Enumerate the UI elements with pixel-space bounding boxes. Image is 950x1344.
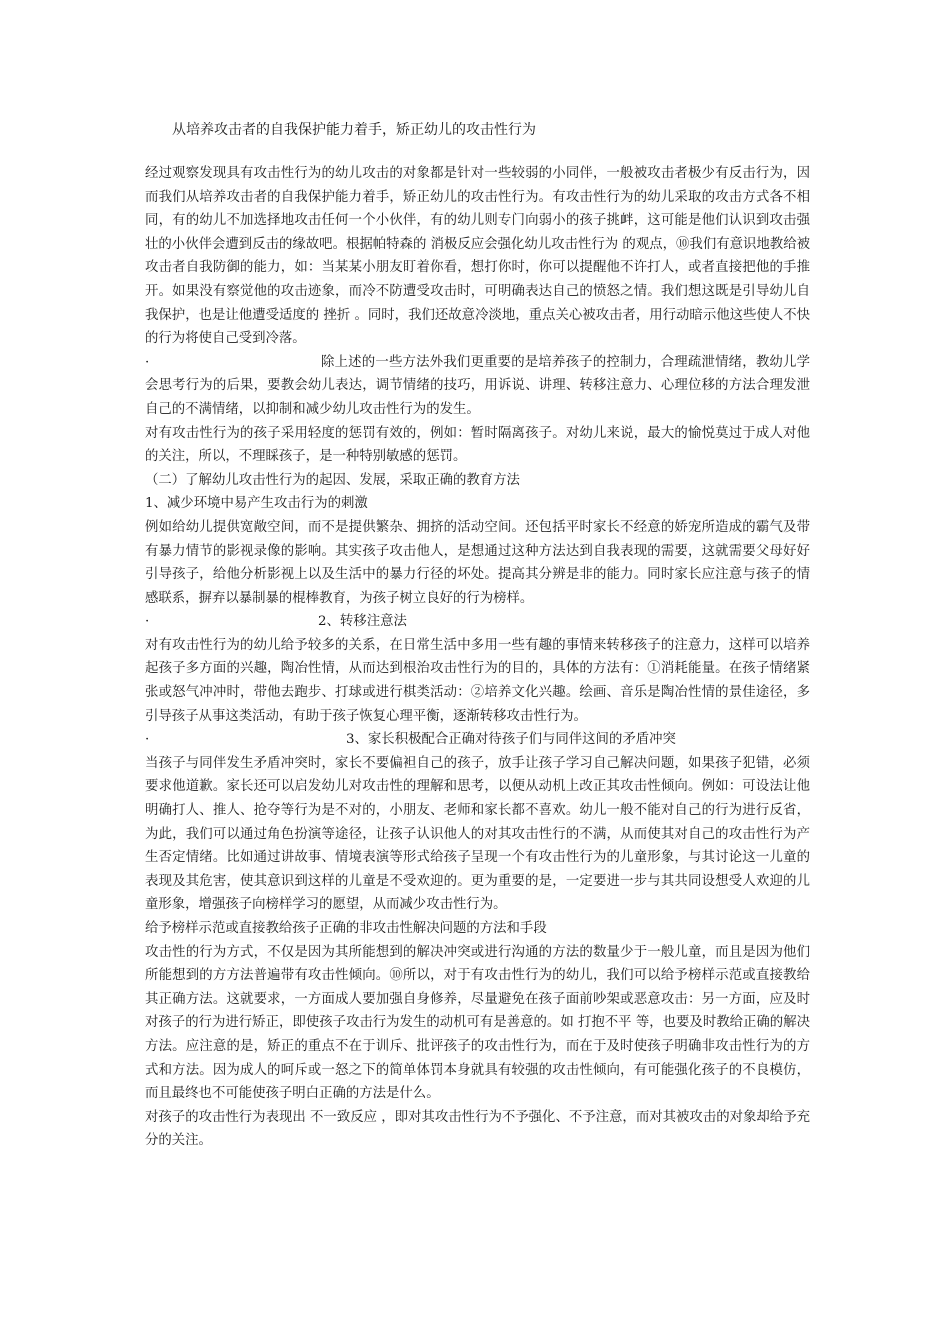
document-title: 从培养攻击者的自我保护能力着手，矫正幼儿的攻击性行为 xyxy=(172,122,536,138)
bullet-marker: · xyxy=(145,354,150,370)
paragraph-mild-punishment: 对有攻击性行为的孩子采用轻度的惩罚有效的，例如：暂时隔离孩子。对幼儿来说，最大的愉悦莫过于成人对他的关注，所以，不理睬孩子，是一种特别敏感的惩罚。 xyxy=(145,425,810,465)
paragraph-self-control xyxy=(145,351,810,422)
subheading-parent-cooperation-text: 3、家长积极配合正确对待孩子们与同伴这间的矛盾冲突 xyxy=(346,732,676,748)
section-heading-two: （二）了解幼儿攻击性行为的起因、发展，采取正确的教育方法 xyxy=(145,472,520,488)
subheading-role-model: 给予榜样示范或直接教给孩子正确的非攻击性解决问题的方法和手段 xyxy=(145,921,547,936)
subheading-attention-shift-text: 2、转移注意法 xyxy=(318,614,407,630)
paragraph-environment: 例如给幼儿提供宽敞空间，而不是提供繁杂、拥挤的活动空间。还包括平时家长不经意的娇宠所造成的霸气及带有暴力情节的影视录像的影响。其实孩子攻击他人，是想通过这种方法达到自我表现的需要，这就需要父母好好引导孩子，给他分析影视上以及生活中的暴力行径的坏处。提高其分辨是非的能力。同时家长应注意与孩子的情感联系，摒弃以暴制暴的棍棒教育，为孩子树立良好的行为榜样。 xyxy=(145,519,810,606)
document-body xyxy=(145,162,810,1153)
paragraph-attention-shift: 对有攻击性行为的幼儿给予较多的关系，在日常生活中多用一些有趣的事情来转移孩子的注意力，这样可以培养起孩子多方面的兴趣，陶冶性情，从而达到根治攻击性行为的目的，具体的方法有：①消耗能量。在孩子情绪紧张或怒气冲冲时，带他去跑步、打球或进行棋类活动：②培养文化兴趣。绘画、音乐是陶冶性情的景佳途径，多引导孩子从事这类活动，有助于孩子恢复心理平衡，逐渐转移攻击性行为。 xyxy=(145,637,810,724)
paragraph-role-model: 攻击性的行为方式，不仅是因为其所能想到的解决冲突或进行沟通的方法的数量少于一般儿童，而且是因为他们所能想到的方方法普遍带有攻击性倾向。⑩所以，对于有攻击性行为的幼儿，我们可以给予榜样示范或直接教给其正确方法。这就要求，一方面成人要加强自身修养，尽量避免在孩子面前吵架或恶意攻击：另一方面，应及时对孩子的行为进行矫正，即使孩子攻击行为发生的动机可有是善意的。如 打抱不平 等，也要及时教给正确的解决方法。应注意的是，矫正的重点不在于训斥、批评孩子的攻击性行为，而在于及时使孩子明确非攻击性行为的方式和方法。因为成人的呵斥或一怒之下的简单体罚本身就具有较强的攻击性倾向，有可能强化孩子的不良模仿，而且最终也不可能使孩子明白正确的方法是什么。 xyxy=(145,944,810,1102)
bullet-marker: · xyxy=(145,614,150,630)
bullet-marker: · xyxy=(145,732,150,748)
paragraph-self-control-text: 除上述的一些方法外我们更重要的是培养孩子的控制力，合理疏泄情绪，教幼儿学会思考行为的后果，要教会幼儿表达，调节情绪的技巧，用诉说、讲理、转移注意力、心理位移的方法合理发泄自己的不满情绪，以抑制和减少幼儿攻击性行为的发生。 xyxy=(145,354,810,417)
paragraph-inconsistent-response: 对孩子的攻击性行为表现出 不一致反应 ，即对其攻击性行为不予强化、不予注意，而对其被攻击的对象却给予充分的关注。 xyxy=(145,1109,810,1149)
paragraph-self-protection: 经过观察发现具有攻击性行为的幼儿攻击的对象都是针对一些较弱的小同伴，一般被攻击者极少有反击行为，因而我们从培养攻击者的自我保护能力着手，矫正幼儿的攻击性行为。有攻击性行为的幼儿采取的攻击方式各不相同，有的幼儿不加选择地攻击任何一个小伙伴，有的幼儿则专门向弱小的孩子挑衅，这可能是他们认识到攻击强壮的小伙伴会遭到反击的缘故吧。根据帕特森的 消极反应会强化幼儿攻击性行为 的观点，⑩我们有意识地教给被攻击者自我防御的能力，如：当某某小朋友盯着你看，想打你时，你可以提醒他不许打人，或者直接把他的手推开。如果没有察觉他的攻击迹象，而冷不防遭受攻击时，可明确表达自己的愤怒之情。我们想这既是引导幼儿自我保护，也是让他遭受适度的 挫折 。同时，我们还故意冷淡地，重点关心被攻击者，用行动暗示他这些使人不快的行为将使自己受到冷落。 xyxy=(145,166,810,347)
subheading-parent-cooperation xyxy=(145,728,810,752)
subheading-attention-shift xyxy=(145,610,810,634)
paragraph-peer-conflict: 当孩子与同伴发生矛盾冲突时，家长不要偏袒自己的孩子，放手让孩子学习自己解决问题，如果孩子犯错，必须要求他道歉。家长还可以启发幼儿对攻击性的理解和思考，以便从动机上改正其攻击性倾向。例如：可设法让他明确打人、推人、抢夺等行为是不对的，小朋友、老师和家长都不喜欢。幼儿一般不能对自己的行为进行反省，为此，我们可以通过角色扮演等途径，让孩子认识他人的对其攻击性行的不满，从而使其对自己的攻击性行为产生否定情绪。比如通过讲故事、情境表演等形式给孩子呈现一个有攻击性行为的儿童形象，与其讨论这一儿童的表现及其危害，使其意识到这样的儿童是不受欢迎的。更为重要的是，一定要进一步与其共同设想受人欢迎的儿童形象，增强孩子向榜样学习的愿望，从而减少攻击性行为。 xyxy=(145,755,810,913)
subheading-reduce-stimuli: 1、减少环境中易产生攻击行为的刺激 xyxy=(145,496,368,512)
